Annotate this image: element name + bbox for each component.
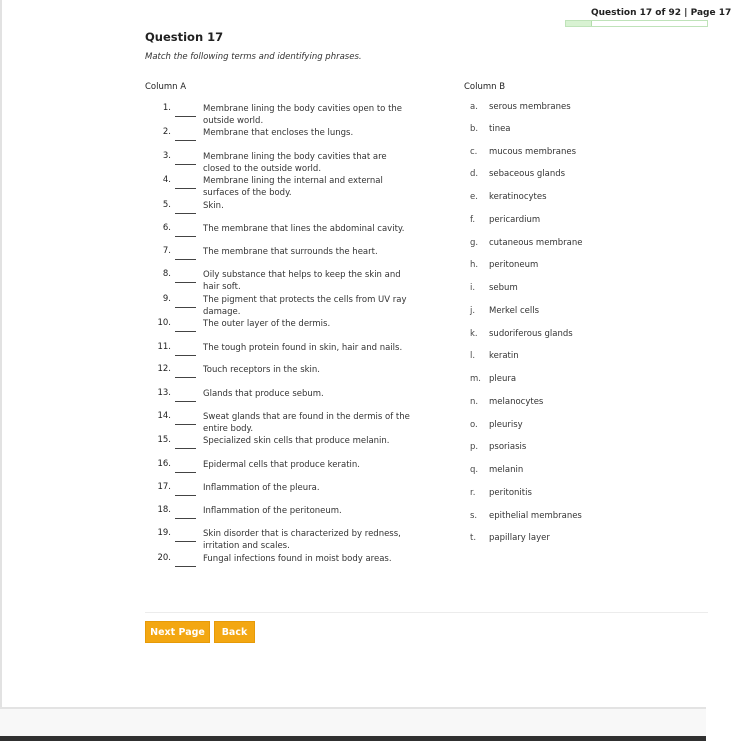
answer-blank-input[interactable] bbox=[175, 126, 196, 141]
column-a-item bbox=[145, 481, 415, 503]
column-b-item-text: sebum bbox=[489, 283, 518, 293]
divider bbox=[145, 612, 708, 613]
answer-blank-input[interactable] bbox=[175, 102, 196, 117]
column-a-item bbox=[145, 174, 415, 196]
column-b-item bbox=[464, 374, 664, 388]
column-a-item bbox=[145, 434, 415, 456]
column-a-item-text: Oily substance that helps to keep the skin and hair soft. bbox=[203, 270, 401, 292]
column-b-item-letter: c. bbox=[470, 147, 478, 157]
column-a-item-number: 9. bbox=[162, 294, 171, 304]
column-a-item-number: 2. bbox=[162, 127, 171, 137]
bottom-bar bbox=[0, 736, 706, 741]
column-b-item-letter: m. bbox=[470, 374, 481, 384]
answer-blank-input[interactable] bbox=[175, 222, 196, 237]
column-b-item bbox=[464, 397, 664, 411]
column-a-item bbox=[145, 552, 415, 574]
answer-blank-input[interactable] bbox=[175, 268, 196, 283]
column-a-item-text: The membrane that surrounds the heart. bbox=[203, 247, 378, 257]
next-page-button[interactable]: Next Page bbox=[145, 621, 210, 643]
column-b-item bbox=[464, 238, 664, 252]
column-a-item bbox=[145, 341, 415, 363]
column-a-item-text: The outer layer of the dermis. bbox=[203, 319, 331, 329]
column-a-item bbox=[145, 410, 415, 432]
answer-blank-input[interactable] bbox=[175, 387, 196, 402]
column-b-item bbox=[464, 260, 664, 274]
column-a-item bbox=[145, 150, 415, 172]
answer-blank-input[interactable] bbox=[175, 363, 196, 378]
column-a-item-text: Specialized skin cells that produce melanin. bbox=[203, 436, 390, 446]
column-a-header: Column A bbox=[145, 82, 187, 92]
column-b-item-letter: d. bbox=[470, 169, 479, 179]
column-b-item bbox=[464, 329, 664, 343]
back-button[interactable]: Back bbox=[214, 621, 255, 643]
column-b-item-letter: k. bbox=[470, 329, 478, 339]
answer-blank-input[interactable] bbox=[175, 174, 196, 189]
column-b-item-text: melanin bbox=[489, 465, 524, 475]
column-b-item-letter: l. bbox=[470, 351, 476, 361]
column-b-item bbox=[464, 306, 664, 320]
column-b-item-letter: g. bbox=[470, 238, 479, 248]
column-b-item bbox=[464, 147, 664, 161]
column-b-item-letter: f. bbox=[470, 215, 476, 225]
column-b-item-letter: b. bbox=[470, 124, 479, 134]
answer-blank-input[interactable] bbox=[175, 504, 196, 519]
question-counter: Question 17 of 92 | Page 17 bbox=[591, 8, 731, 18]
column-b-item bbox=[464, 124, 664, 138]
column-a-item bbox=[145, 199, 415, 221]
column-b-item-letter: j. bbox=[470, 306, 476, 316]
column-a-item bbox=[145, 222, 415, 244]
column-b-item-text: peritonitis bbox=[489, 488, 532, 498]
answer-blank-input[interactable] bbox=[175, 527, 196, 542]
column-b-item-text: pleura bbox=[489, 374, 517, 384]
answer-blank-input[interactable] bbox=[175, 293, 196, 308]
column-b-item-letter: t. bbox=[470, 533, 477, 543]
answer-blank-input[interactable] bbox=[175, 410, 196, 425]
page-footer-gap bbox=[0, 709, 706, 736]
answer-blank-input[interactable] bbox=[175, 481, 196, 496]
column-b-item bbox=[464, 442, 664, 456]
column-b-item-text: serous membranes bbox=[489, 102, 571, 112]
column-a-item bbox=[145, 317, 415, 339]
column-a-item-number: 7. bbox=[162, 246, 171, 256]
answer-blank-input[interactable] bbox=[175, 434, 196, 449]
column-a-item-number: 12. bbox=[157, 364, 171, 374]
column-b-item-text: mucous membranes bbox=[489, 147, 576, 157]
column-b-item-letter: e. bbox=[470, 192, 478, 202]
column-a-item-text: Membrane lining the body cavities open to the outside world. bbox=[203, 104, 403, 126]
column-b-item bbox=[464, 420, 664, 434]
answer-blank-input[interactable] bbox=[175, 552, 196, 567]
question-title: Question 17 bbox=[145, 30, 224, 44]
column-a-item-text: Skin. bbox=[203, 201, 224, 211]
column-b-item-text: Merkel cells bbox=[489, 306, 540, 316]
column-a-item-text: Inflammation of the peritoneum. bbox=[203, 506, 342, 516]
column-a-item-number: 14. bbox=[157, 411, 171, 421]
column-b-item-text: melanocytes bbox=[489, 397, 544, 407]
column-a-item bbox=[145, 293, 415, 315]
column-b-item-letter: q. bbox=[470, 465, 479, 475]
column-b-item bbox=[464, 533, 664, 547]
column-a-item-number: 15. bbox=[157, 435, 171, 445]
column-a-item-number: 8. bbox=[162, 269, 171, 279]
column-b-item bbox=[464, 465, 664, 479]
column-b-item bbox=[464, 102, 664, 116]
column-a-item-number: 3. bbox=[162, 151, 171, 161]
answer-blank-input[interactable] bbox=[175, 245, 196, 260]
column-a-item-text: Touch receptors in the skin. bbox=[203, 365, 320, 375]
column-b-item-text: papillary layer bbox=[489, 533, 550, 543]
column-a-item-number: 10. bbox=[157, 318, 171, 328]
column-a-item bbox=[145, 387, 415, 409]
column-b-item-text: cutaneous membrane bbox=[489, 238, 583, 248]
column-b-item-text: tinea bbox=[489, 124, 511, 134]
column-b-item-text: pleurisy bbox=[489, 420, 523, 430]
column-a-item bbox=[145, 363, 415, 385]
column-a-item-text: Sweat glands that are found in the dermis of the entire body. bbox=[203, 412, 410, 434]
column-b-item bbox=[464, 215, 664, 229]
column-b-item bbox=[464, 169, 664, 183]
progress-bar bbox=[565, 20, 708, 27]
column-b-item-text: keratinocytes bbox=[489, 192, 547, 202]
column-a-item-text: Fungal infections found in moist body areas. bbox=[203, 554, 392, 564]
column-b-item-letter: r. bbox=[470, 488, 476, 498]
answer-blank-input[interactable] bbox=[175, 317, 196, 332]
column-a-item bbox=[145, 527, 415, 549]
column-a-item bbox=[145, 102, 415, 124]
column-b-item-letter: i. bbox=[470, 283, 476, 293]
column-a-item-number: 18. bbox=[157, 505, 171, 515]
column-b-item-letter: n. bbox=[470, 397, 479, 407]
column-a-item-text: Epidermal cells that produce keratin. bbox=[203, 460, 360, 470]
column-a-item-number: 6. bbox=[162, 223, 171, 233]
column-b-item bbox=[464, 511, 664, 525]
column-a-item-number: 5. bbox=[162, 200, 171, 210]
column-a-item-text: The tough protein found in skin, hair and nails. bbox=[203, 343, 403, 353]
column-a-item-number: 19. bbox=[157, 528, 171, 538]
column-a-item-number: 17. bbox=[157, 482, 171, 492]
column-a-item-number: 1. bbox=[162, 103, 171, 113]
column-b-item bbox=[464, 192, 664, 206]
column-a-item-text: Skin disorder that is characterized by redness, irritation and scales. bbox=[203, 529, 401, 551]
column-a-item-number: 11. bbox=[157, 342, 171, 352]
column-a-item bbox=[145, 268, 415, 290]
progress-bar-fill bbox=[566, 21, 592, 26]
answer-blank-input[interactable] bbox=[175, 458, 196, 473]
column-a-item-text: Inflammation of the pleura. bbox=[203, 483, 320, 493]
column-b-header: Column B bbox=[464, 82, 506, 92]
column-a-item-number: 16. bbox=[157, 459, 171, 469]
column-a-item-text: Membrane that encloses the lungs. bbox=[203, 128, 354, 138]
column-b-item-text: psoriasis bbox=[489, 442, 527, 452]
column-b-item-text: epithelial membranes bbox=[489, 511, 582, 521]
column-b-item-text: sebaceous glands bbox=[489, 169, 566, 179]
column-b-item-text: peritoneum bbox=[489, 260, 539, 270]
column-a-item bbox=[145, 504, 415, 526]
column-a-item bbox=[145, 245, 415, 267]
column-a-item-text: Membrane lining the body cavities that are closed to the outside world. bbox=[203, 152, 387, 174]
column-a-item-text: The pigment that protects the cells from UV ray damage. bbox=[203, 295, 407, 317]
column-a-item-text: The membrane that lines the abdominal cavity. bbox=[203, 224, 405, 234]
question-instruction: Match the following terms and identifying phrases. bbox=[145, 52, 362, 62]
column-b-item bbox=[464, 283, 664, 297]
answer-blank-input[interactable] bbox=[175, 150, 196, 165]
answer-blank-input[interactable] bbox=[175, 199, 196, 214]
column-a-item-number: 20. bbox=[157, 553, 171, 563]
column-b-item-letter: p. bbox=[470, 442, 479, 452]
column-b-item-letter: o. bbox=[470, 420, 478, 430]
column-a-item-text: Membrane lining the internal and external surfaces of the body. bbox=[203, 176, 383, 198]
column-b-item bbox=[464, 488, 664, 502]
column-b-item-text: pericardium bbox=[489, 215, 541, 225]
column-a-item-text: Glands that produce sebum. bbox=[203, 389, 324, 399]
column-b-item-letter: s. bbox=[470, 511, 478, 521]
answer-blank-input[interactable] bbox=[175, 341, 196, 356]
column-a-item-number: 13. bbox=[157, 388, 171, 398]
column-b-item-letter: a. bbox=[470, 102, 478, 112]
column-a-item-number: 4. bbox=[162, 175, 171, 185]
column-b-item-text: sudoriferous glands bbox=[489, 329, 573, 339]
column-a-item bbox=[145, 126, 415, 148]
column-a-item bbox=[145, 458, 415, 480]
column-b-item-letter: h. bbox=[470, 260, 479, 270]
column-b-item-text: keratin bbox=[489, 351, 519, 361]
column-b-item bbox=[464, 351, 664, 365]
